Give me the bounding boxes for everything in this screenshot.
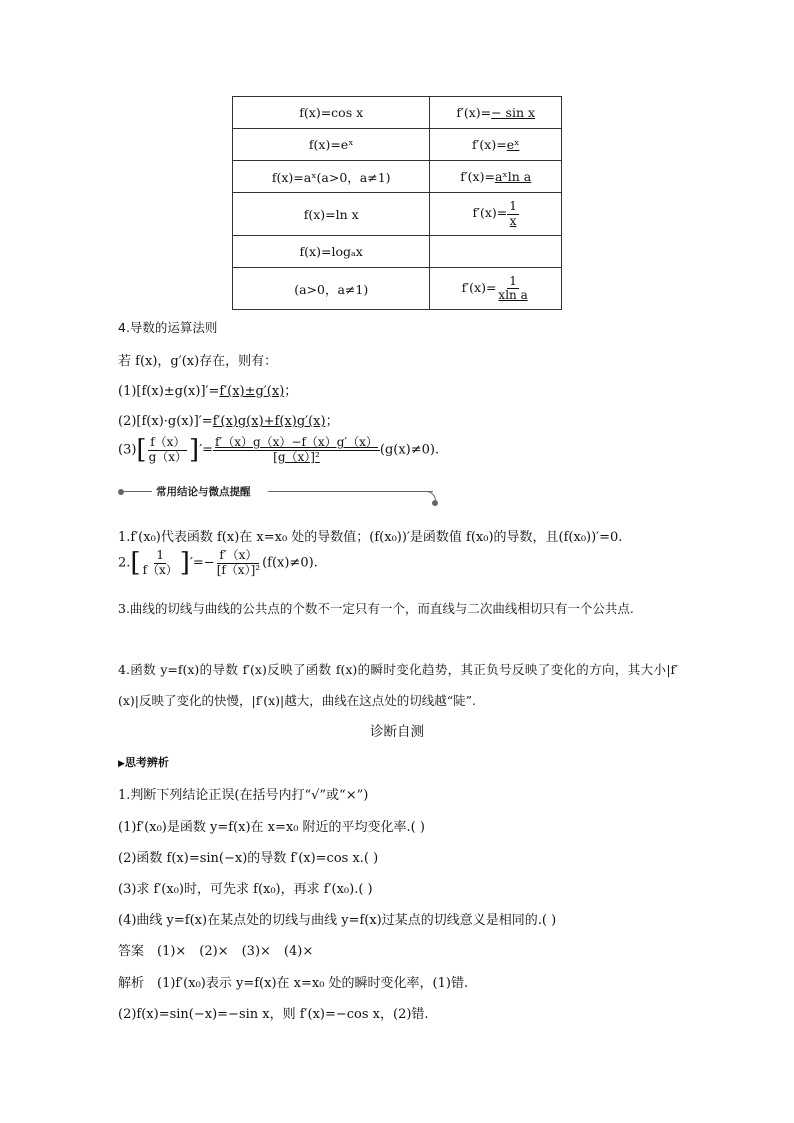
- rule-suffix: ；: [284, 384, 298, 399]
- section-heading: 4.导数的运算法则: [118, 320, 218, 335]
- table-cell: [430, 129, 562, 161]
- explanation-2: (2)f(x)=sin(−x)=−sin x，则 f′(x)=−cos x，(2)错.: [118, 1007, 429, 1022]
- rule-prefix: (2)[f(x)·g(x)]′=: [118, 414, 213, 429]
- question-2: (2)函数 f(x)=sin(−x)的导数 f′(x)=cos x.( ): [118, 851, 379, 866]
- divider-label: 常用结论与微点提醒: [156, 486, 251, 498]
- answer-blank: eˣ: [506, 137, 520, 152]
- question-1: (1)f′(x₀)是函数 y=f(x)在 x=x₀ 附近的平均变化率.( ): [118, 820, 425, 835]
- fraction: [141, 549, 180, 576]
- fraction-denominator: [f（x）]²: [216, 562, 261, 577]
- divider-dot: [432, 500, 438, 506]
- answer-line: 答案 (1)× (2)× (3)× (4)×: [118, 944, 314, 959]
- explanation-1: 解析 (1)f′(x₀)表示 y=f(x)在 x=x₀ 处的瞬时变化率，(1)错.: [118, 976, 469, 991]
- table-row: [233, 161, 562, 193]
- rule-prefix: (3): [118, 442, 137, 458]
- divider-line: [268, 491, 433, 492]
- formula-prefix: f′(x)=: [460, 169, 495, 184]
- fraction-numerator: 1: [509, 199, 517, 214]
- divider-dot: [118, 489, 124, 495]
- triangle-icon: ▶: [118, 759, 125, 769]
- fraction-numerator: f（x）: [150, 435, 186, 450]
- rule-product: [118, 410, 339, 429]
- right-bracket: ]: [179, 548, 190, 578]
- table-cell-empty: [430, 236, 562, 268]
- fraction: [147, 436, 189, 463]
- answer-blank: aˣln a: [494, 169, 532, 184]
- fraction-denominator: [g（x）]²: [273, 449, 320, 464]
- rule-equals: ′=: [199, 442, 214, 458]
- table-cell: [430, 161, 562, 193]
- fraction-numerator: 1: [156, 548, 164, 563]
- formula-prefix: f′(x)=: [472, 205, 508, 221]
- table-row: [233, 193, 562, 236]
- fraction-numerator: f′（x）g（x）−f（x）g′（x）: [215, 435, 378, 450]
- subsection-label: 思考辨析: [124, 756, 169, 769]
- question-3: (3)求 f′(x₀)时，可先求 f(x₀)，再求 f′(x₀).( ): [118, 882, 373, 897]
- table-cell: f(x)=logₐx: [233, 236, 430, 268]
- question-intro: 1.判断下列结论正误(在括号内打“√”或“×”): [118, 788, 369, 803]
- left-bracket: [: [130, 548, 141, 578]
- note-4: 4.函数 y=f(x)的导数 f′(x)反映了函数 f(x)的瞬时变化趋势，其正负号反映了变化的方向，其大小|f′(x)|反映了变化的快慢，|f′(x)|越大，曲线在这点处的切线越“陡”.: [118, 662, 678, 708]
- fraction-denominator: g（x）: [148, 449, 188, 464]
- note-equals: ′=−: [189, 555, 215, 571]
- rule-quotient: [118, 435, 439, 465]
- right-bracket: ]: [189, 435, 200, 465]
- table-row: [233, 129, 562, 161]
- question-4: (4)曲线 y=f(x)在某点处的切线与曲线 y=f(x)过某点的切线意义是相同的.( ): [118, 913, 557, 928]
- answer-blank: − sin x: [491, 105, 536, 120]
- table-cell: f(x)=cos x: [233, 97, 430, 129]
- table-row: [233, 236, 562, 268]
- note-suffix: (f(x)≠0).: [262, 555, 318, 571]
- formula-prefix: f′(x)=: [471, 137, 507, 152]
- table-row: [233, 97, 562, 129]
- divider-line: [124, 491, 152, 492]
- formula-prefix: f′(x)=: [456, 105, 492, 120]
- fraction: [213, 436, 380, 463]
- fraction-denominator: x: [509, 213, 517, 228]
- table-cell: [430, 97, 562, 129]
- table-cell: f(x)=aˣ(a>0，a≠1): [233, 161, 430, 193]
- table-cell: f(x)=ln x: [233, 193, 430, 236]
- rule-sum: [118, 380, 297, 399]
- table-cell: [430, 193, 562, 236]
- rules-intro: 若 f(x)，g′(x)存在，则有：: [118, 354, 278, 369]
- note-2: [118, 548, 318, 578]
- answer-blank: f′(x)g(x)+f(x)g′(x): [212, 414, 326, 429]
- table-cell: [430, 268, 562, 310]
- table-row: [233, 268, 562, 310]
- table-cell: (a>0，a≠1): [233, 268, 430, 310]
- fraction-denominator: xln a: [498, 288, 528, 302]
- rule-suffix: (g(x)≠0).: [379, 442, 440, 458]
- derivative-table: [232, 96, 562, 310]
- rule-suffix: ；: [325, 414, 339, 429]
- subsection-heading: [118, 754, 169, 770]
- fraction: [507, 200, 519, 227]
- section-title: 诊断自测: [370, 724, 424, 740]
- note-3: 3.曲线的切线与曲线的公共点的个数不一定只有一个，而直线与二次曲线相切只有一个公共点.: [118, 601, 634, 616]
- note-prefix: 2.: [118, 555, 131, 571]
- formula-prefix: f′(x)=: [461, 280, 497, 295]
- fraction-numerator: f′（x）: [219, 548, 258, 563]
- note-1: 1.f′(x₀)代表函数 f(x)在 x=x₀ 处的导数值；(f(x₀))′是函数值 f(x₀)的导数，且(f(x₀))′=0.: [118, 530, 623, 545]
- table-cell: f(x)=eˣ: [233, 129, 430, 161]
- fraction: [215, 549, 262, 576]
- fraction-denominator: f（x）: [142, 562, 178, 577]
- section-divider: [118, 484, 443, 506]
- left-bracket: [: [136, 435, 147, 465]
- fraction-numerator: 1: [509, 273, 517, 288]
- fraction: [496, 275, 529, 302]
- rule-prefix: (1)[f(x)±g(x)]′=: [118, 384, 220, 399]
- answer-blank: f′(x)±g′(x): [219, 384, 285, 399]
